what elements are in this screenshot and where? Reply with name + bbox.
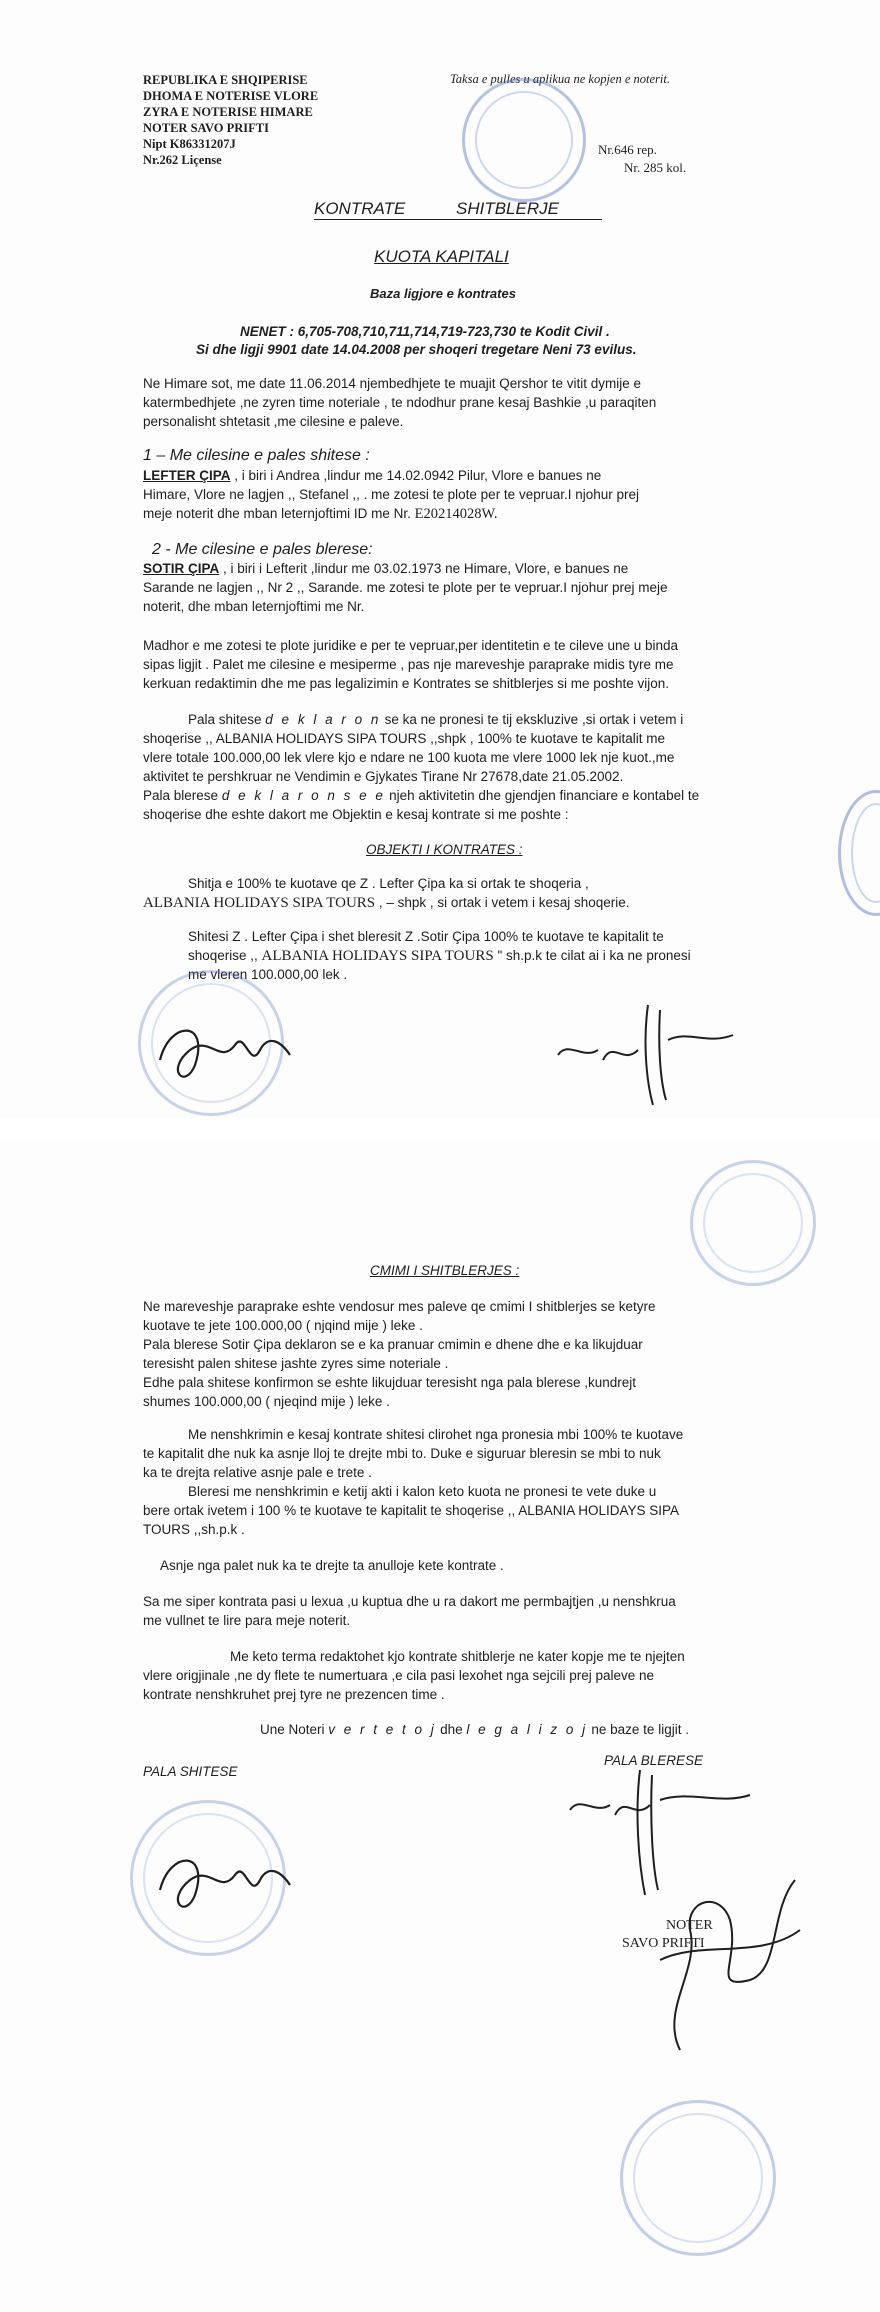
buyer-signature xyxy=(548,1000,748,1110)
read-line: Sa me siper kontrata pasi u lexua ,u kuptua dhe u ra dakort me permbajtjen ,u nenshkrua xyxy=(143,1594,676,1609)
notary-label: NOTER xyxy=(666,1918,713,1933)
transfer-line: Bleresi me nenshkrimin e ketij akti i kalon keto kuota ne pronesi te vete duke u xyxy=(188,1484,657,1499)
tax-note: Taksa e pulles u aplikua ne kopjen e noterit. xyxy=(450,72,670,86)
declaration-line: shoqerise dhe eshte dakort me Objektin e kesaj kontrate si me poshte : xyxy=(143,807,569,822)
copies-line: vlere origjinale ,ne dy flete te numertuara ,e cila pasi lexohet nga sejcili prej paleve ne xyxy=(143,1668,655,1683)
transfer-line: TOURS ,,sh.p.k . xyxy=(143,1522,245,1537)
copies-line: Me keto terma redaktohet kjo kontrate shitblerje ne kater kopje me te njejten xyxy=(230,1649,685,1664)
rep-number: Nr.646 rep. xyxy=(598,142,657,157)
certification-text: ne baze te ligjit . xyxy=(587,1722,689,1737)
price-line: Ne mareveshje paraprake eshte vendosur mes paleve qe cmimi I shitblerjes se ketyre xyxy=(143,1299,656,1314)
price-heading: CMIMI I SHITBLERJES : xyxy=(370,1263,520,1278)
declaration-line xyxy=(143,786,699,805)
buyer-name: SOTIR ÇIPA xyxy=(143,561,220,576)
transfer-line: ka te drejta relative asnje pale e trete . xyxy=(143,1465,372,1480)
copies-line: kontrate nenshkruhet prej tyre ne prezencen time . xyxy=(143,1687,445,1702)
object-line xyxy=(143,893,630,913)
buyer-line-3: noterit, dhe mban leternjoftimi me Nr. xyxy=(143,599,365,614)
certification-line xyxy=(260,1720,689,1739)
law-line: Si dhe ligji 9901 date 14.04.2008 per shoqeri tregetare Neni 73 evilus. xyxy=(196,342,637,357)
declaration-line: vlere totale 100.000,00 lek vlere kjo e ndare ne 100 kuota me vlere 1000 lek nje kuot.,me xyxy=(143,750,675,765)
seller-line-2: Himare, Vlore ne lagjen ,, Stefanel ,, . me zotesi te plote per te vepruar.I njohur prej xyxy=(143,487,640,502)
declaration-text: se ka ne pronesi te tij ekskluzive ,si ortak i vetem i xyxy=(380,712,684,727)
transfer-line: bere ortak ivetem i 100 % te kuotave te kapitalit te shoqerise ,, ALBANIA HOLIDAYS SIPA xyxy=(143,1503,680,1518)
declaration-text: Pala shitese xyxy=(188,712,266,727)
contract-title-left: KONTRATE xyxy=(314,199,406,218)
declaration-keyword: d e k l a r o n xyxy=(265,712,381,727)
declaration-keyword: d e k l a r o n s e e xyxy=(221,788,386,803)
object-line xyxy=(188,946,691,966)
buyer-heading: 2 - Me cilesine e pales blerese: xyxy=(152,541,373,558)
contract-title-right: SHITBLERJE xyxy=(456,199,559,218)
title-underline xyxy=(314,219,602,220)
certification-keyword: v e r t e t o j xyxy=(328,1722,437,1737)
capacity-line: Madhor e me zotesi te plote juridike e per te vepruar,per identitetin e te cileve une u binda xyxy=(143,638,679,653)
seller-heading: 1 – Me cilesine e pales shitese : xyxy=(143,447,370,464)
buyer-details: , i biri i Lefterit ,lindur me 03.02.1973 ne Himare, Vlore, e banues ne xyxy=(219,561,629,576)
contract-page-1 xyxy=(0,0,880,1118)
object-heading: OBJEKTI I KONTRATES : xyxy=(366,842,523,857)
subject-title: KUOTA KAPITALI xyxy=(374,247,509,266)
header-line: Nipt K86331207J xyxy=(143,137,236,151)
transfer-line: Me nenshkrimin e kesaj kontrate shitesi clirohet nga pronesia mbi 100% te kuotave xyxy=(188,1427,684,1442)
notary-stamp xyxy=(620,2100,776,2256)
header-line: ZYRA E NOTERISE HIMARE xyxy=(143,105,313,119)
capacity-line: kerkuan redaktimin dhe me pas legalizimin e Kontrates se shitblerjes si me poshte vijon. xyxy=(143,676,670,691)
no-annul-line: Asnje nga palet nuk ka te drejte ta anulloje kete kontrate . xyxy=(160,1558,504,1573)
declaration-text: njeh aktivitetin dhe gjendjen financiare e kontabel te xyxy=(385,788,700,803)
price-line: shumes 100.000,00 ( njeqind mije ) leke . xyxy=(143,1394,390,1409)
intro-line: personalisht shtetasit ,me cilesine e paleve. xyxy=(143,414,404,429)
declaration-line: aktivitet te pershkruar ne Vendimin e Gjykates Tirane Nr 27678,date 21.05.2002. xyxy=(143,769,624,784)
legal-basis-title: Baza ligjore e kontrates xyxy=(370,286,516,301)
seller-line-1 xyxy=(143,466,601,485)
buyer-signature-label: PALA BLERESE xyxy=(604,1753,704,1768)
object-line: Shitja e 100% te kuotave qe Z . Lefter Çipa ka si ortak te shoqeria , xyxy=(188,876,589,891)
certification-text: Une Noteri xyxy=(260,1722,329,1737)
seller-id-number: E20214028W. xyxy=(414,506,498,522)
notary-stamp xyxy=(690,1160,816,1286)
contract-page-2 xyxy=(0,1140,880,2312)
capacity-line: sipas ligjit . Palet me cilesine e mesiperme , pas nje mareveshje paraprake midis tyre me xyxy=(143,657,674,672)
certification-text: dhe xyxy=(436,1722,467,1737)
price-line: Edhe pala shitese konfirmon se eshte likujduar teresisht nga pala blerese ,kundrejt xyxy=(143,1375,637,1390)
company-name: ALBANIA HOLIDAYS SIPA TOURS xyxy=(143,895,376,911)
header-line: NOTER SAVO PRIFTI xyxy=(143,121,269,135)
notary-signature xyxy=(620,1870,810,2060)
transfer-line: te kapitalit dhe nuk ka asnje lloj te drejte mbi to. Duke e siguruar bleresin se mbi to nuk xyxy=(143,1446,661,1461)
seller-line-3 xyxy=(143,504,497,524)
object-text: , – shpk , si ortak i vetem i kesaj shoqerie. xyxy=(375,895,630,910)
seller-signature-label: PALA SHITESE xyxy=(143,1764,238,1779)
declaration-line xyxy=(188,710,683,729)
notary-name: SAVO PRIFTI xyxy=(622,1936,705,1951)
intro-line: katermbedhjete ,ne zyren time noteriale , te ndodhur prane kesaj Bashkie ,u paraqiten xyxy=(143,395,657,410)
read-line: me vullnet te lire para meje noterit. xyxy=(143,1613,351,1628)
certification-keyword: l e g a l i z o j xyxy=(466,1722,588,1737)
price-line: kuotave te jete 100.000,00 ( njqind mije ) leke . xyxy=(143,1318,423,1333)
seller-signature xyxy=(150,1010,300,1090)
buyer-line-2: Sarande ne lagjen ,, Nr 2 ,, Sarande. me zotesi te plote per te vepruar.I njohur prej meje xyxy=(143,580,668,595)
seller-signature xyxy=(150,1840,300,1920)
notary-stamp xyxy=(462,78,586,202)
object-line: Shitesi Z . Lefter Çipa i shet bleresit Z .Sotir Çipa 100% te kuotave te kapitalit te xyxy=(188,929,664,944)
price-line: teresisht palen shitese jashte zyres sime noteriale . xyxy=(143,1356,449,1371)
declaration-line: shoqerise ,, ALBANIA HOLIDAYS SIPA TOURS ,,shpk , 100% te kuotave te kapitalit me xyxy=(143,731,666,746)
articles-line: NENET : 6,705-708,710,711,714,719-723,730 te Kodit Civil . xyxy=(240,324,610,339)
seller-id-label: meje noterit dhe mban leternjoftimi ID me Nr. xyxy=(143,506,411,521)
header-line: DHOMA E NOTERISE VLORE xyxy=(143,89,319,103)
company-name: ALBANIA HOLIDAYS SIPA TOURS xyxy=(261,948,494,964)
declaration-text: Pala blerese xyxy=(143,788,222,803)
kol-number: Nr. 285 kol. xyxy=(624,160,687,175)
header-line: Nr.262 Liçense xyxy=(143,153,222,167)
intro-line: Ne Himare sot, me date 11.06.2014 njembedhjete te muajit Qershor te vitit dymije e xyxy=(143,376,641,391)
object-text: shoqerise ,, xyxy=(188,948,262,963)
buyer-line-1 xyxy=(143,559,628,578)
seller-name: LEFTER ÇIPA xyxy=(143,468,231,483)
object-line: me vleren 100.000,00 lek . xyxy=(188,967,348,982)
object-text: " sh.p.k te cilat ai i ka ne pronesi xyxy=(493,948,691,963)
price-line: Pala blerese Sotir Çipa deklaron se e ka pranuar cmimin e dhene dhe e ka likujduar xyxy=(143,1337,643,1352)
header-line: REPUBLIKA E SHQIPERISE xyxy=(143,73,308,87)
edge-stamp xyxy=(838,790,880,916)
seller-details: , i biri i Andrea ,lindur me 14.02.0942 Pilur, Vlore e banues ne xyxy=(230,468,602,483)
